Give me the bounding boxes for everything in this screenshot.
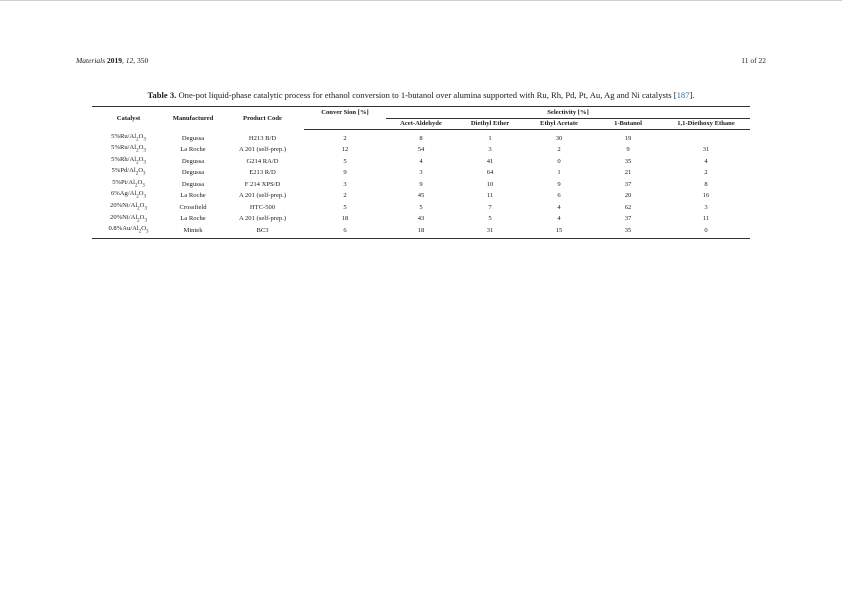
cell-product-code: H213 B/D [248,134,277,142]
cell-1-butanol: 35 [594,225,662,238]
cell-diethyl-ether: 31 [456,225,524,238]
cell-ethyl-acetate: 4 [557,215,561,223]
table-caption [76,90,766,100]
header-diethyl-ether: Diethyl Ether [456,119,524,130]
catalyst-metal: Ni [122,213,129,221]
cell-diethoxy-ethane: 11 [702,215,710,223]
cell-diethoxy-ethane: 3 [704,203,708,211]
cell-diethoxy-ethane [662,130,750,145]
table-row [92,167,750,179]
catalyst-loading: 5% [111,155,120,163]
header-acetaldehyde: Acet-Aldehyde [386,119,456,130]
catalyst-loading: 5% [111,167,121,175]
catalyst-metal: Ni [122,202,129,209]
cell-1-butanol: 21 [624,169,632,177]
cell-1-butanol: 20 [624,192,632,200]
caption-text: One-pot liquid-phase catalytic process for ethanol conversion to 1-butanol over alumina supported with Ru, Rh, Pd, Pt, Au, Ag and Ni catalysts [178,90,672,100]
cell-catalyst: $20\%Ni/Al_2O_3$ [110,202,147,212]
catalyst-metal: Ru [119,132,128,140]
cell-product-code: F 214 XPS/D [244,180,281,188]
reference-link[interactable]: 187 [676,90,690,100]
cell-product-code: G214 RA/D [246,157,279,165]
header-product-code: Product Code [221,107,304,130]
article-number: 350 [137,56,149,65]
cell-1-butanol: 37 [624,215,632,223]
catalyst-metal: Pd [120,167,128,175]
catalyst-metal: Rh [119,155,128,163]
caption-ref-open: [ [673,90,677,100]
cell-catalyst: $5\%Rh/Al_2O_3$ [111,155,146,166]
catalyst-loading: 5% [111,144,120,152]
cell-diethoxy-ethane: 16 [702,192,710,200]
header-selectivity: Selectivity [%] [386,107,750,119]
header-conversion: Conver Sion [%] [304,107,386,119]
cell-conversion: 12 [341,146,349,154]
cell-conversion: 2 [343,192,347,200]
caption-label: Table 3. [147,90,177,100]
journal-citation: Materials 2019, 12, 350 [76,56,149,65]
cell-1-butanol: 62 [624,203,632,211]
cell-1-butanol: 35 [624,157,632,165]
journal-name: Materials [76,56,106,65]
top-border [0,0,842,1]
cell-conversion: 2 [343,134,347,142]
catalyst-loading: 20% [110,202,123,209]
cell-diethoxy-ethane: 8 [704,180,708,188]
cell-catalyst: $5\%Pd/Al_2O_3$ [111,167,146,177]
cell-manufactured: Degussa [181,169,205,177]
cell-diethoxy-ethane: 0 [662,225,750,238]
table-row [92,144,750,156]
cell-manufactured: La Roche [180,146,206,154]
header-diethoxy-ethane: 1,1-Diethoxy Ethane [662,119,750,130]
cell-1-butanol: 37 [624,180,632,188]
cell-product-code: BC3 [221,225,304,238]
cell-manufactured: La Roche [180,215,206,223]
table-row [92,190,750,202]
cell-ethyl-acetate: 2 [557,146,561,154]
journal-year: 2019 [107,56,123,65]
catalyst-loading: 5% [112,178,122,186]
cell-diethyl-ether: 41 [486,157,494,165]
cell-acetaldehyde: 45 [417,192,425,200]
cell-ethyl-acetate: 4 [557,203,561,211]
cell-ethyl-acetate: 15 [524,225,594,238]
cell-catalyst: $5\%Pt/Al_2O_3$ [112,178,145,189]
catalyst-metal: Ag [119,190,128,198]
cell-catalyst: $5\%Ru/Al_2O_3$ [111,144,146,154]
cell-diethyl-ether: 11 [486,192,494,200]
table-row [92,202,750,214]
caption-ref-close: ]. [689,90,695,100]
catalyst-loading: 6% [110,190,120,198]
catalyst-loading: 20% [110,213,123,221]
header-1-butanol: 1-Butanol [594,119,662,130]
header-conversion-spacer [304,119,386,130]
cell-acetaldehyde: 9 [419,180,423,188]
cell-diethoxy-ethane: 31 [702,146,710,154]
cell-product-code: A 201 (self-prep.) [238,192,287,200]
cell-product-code: A 201 (self-prep.) [238,146,287,154]
cell-diethyl-ether: 10 [486,180,494,188]
cell-product-code: E213 R/D [249,169,276,177]
cell-conversion: 18 [341,215,349,223]
cell-diethyl-ether: 7 [488,203,492,211]
cell-acetaldehyde: 54 [417,146,425,154]
cell-manufactured: Degussa [181,180,205,188]
cell-catalyst: $6\%Ag/Al_2O_3$ [110,190,147,200]
cell-ethyl-acetate: 0 [557,157,561,165]
cell-conversion: 9 [343,169,347,177]
cell-acetaldehyde: 3 [419,169,423,177]
cell-ethyl-acetate: 6 [557,192,561,200]
cell-diethyl-ether: 64 [486,169,494,177]
cell-catalyst: $20\%Ni/Al_2O_3$ [110,213,147,223]
catalyst-loading: 5% [111,132,120,140]
cell-acetaldehyde: 5 [419,203,423,211]
results-table [92,106,750,239]
catalyst-loading: 0.8% [108,225,123,233]
cell-conversion: 3 [343,180,347,188]
cell-ethyl-acetate: 9 [557,180,561,188]
cell-acetaldehyde: 4 [419,157,423,165]
cell-1-butanol: 9 [626,146,630,154]
cell-diethoxy-ethane: 4 [704,157,708,165]
cell-diethyl-ether: 5 [488,215,492,223]
cell-catalyst: $5\%Ru/Al_2O_3$ [111,132,146,143]
cell-acetaldehyde: 43 [417,215,425,223]
catalyst-metal: Pt [121,178,127,186]
header-ethyl-acetate: Ethyl Acetate [524,119,594,130]
table-row [92,225,750,238]
catalyst-metal: Ru [119,144,128,152]
cell-product-code: A 201 (self-prep.) [238,215,287,223]
cell-conversion: 5 [343,157,347,165]
page-number: 11 of 22 [741,56,766,65]
journal-volume: 12 [125,56,134,65]
cell-ethyl-acetate: 1 [557,169,561,177]
cell-1-butanol: 19 [624,134,632,142]
cell-conversion: 6 [304,225,386,238]
cell-ethyl-acetate: 30 [555,134,563,142]
header-catalyst: Catalyst [92,107,165,130]
cell-manufactured: Mintek [165,225,221,238]
cell-conversion: 5 [343,203,347,211]
cell-manufactured: Degussa [181,134,205,142]
cell-product-code: HTC-500 [249,203,276,211]
cell-catalyst: $0.8\%Au/Al_2O_3$ [92,225,165,238]
cell-manufactured: Crossfield [179,203,207,211]
cell-diethyl-ether: 1 [488,134,492,142]
cell-acetaldehyde: 18 [386,225,456,238]
table-row [92,214,750,226]
header-manufactured: Manufactured [165,107,221,130]
table-row [92,156,750,168]
catalyst-metal: Au [122,225,131,233]
cell-manufactured: Degussa [181,157,205,165]
cell-acetaldehyde: 8 [419,134,423,142]
cell-diethoxy-ethane: 2 [704,169,708,177]
cell-manufactured: La Roche [180,192,206,200]
table-row [92,130,750,145]
table-row [92,179,750,191]
cell-diethyl-ether: 3 [488,146,492,154]
